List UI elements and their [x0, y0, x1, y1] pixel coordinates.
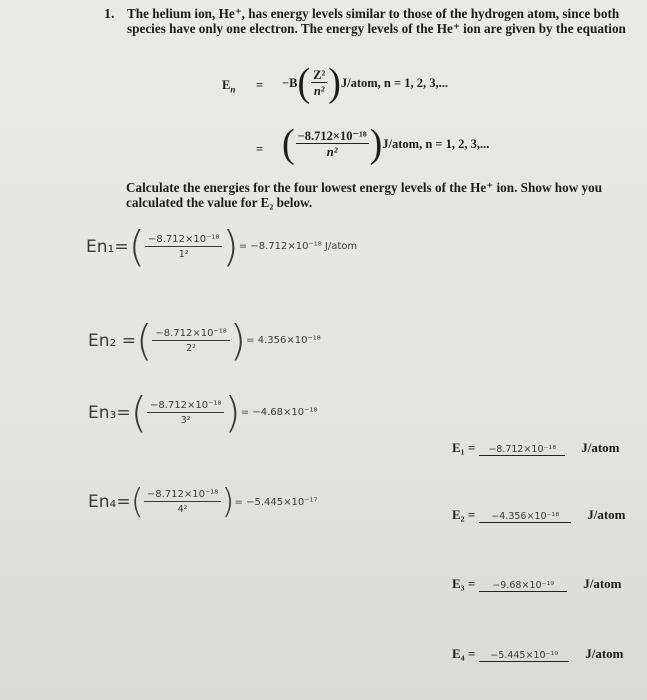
work-lhs: En₂ =: [88, 330, 136, 351]
answer-label: E₃ =: [452, 576, 476, 591]
open-paren: (: [282, 121, 295, 167]
answer-field[interactable]: −8.712×10⁻¹⁸: [479, 444, 565, 456]
answer-field[interactable]: −5.445×10⁻¹⁹: [479, 650, 569, 662]
work-result: = 4.356×10⁻¹⁸: [246, 335, 321, 346]
work-lhs: En₁=: [86, 236, 129, 257]
answer-label: E₁ =: [452, 440, 476, 455]
fraction-denominator: n²: [326, 145, 338, 159]
work-denominator: 1²: [178, 248, 189, 260]
equation-line-2: [282, 121, 490, 167]
answer-row-4: [452, 645, 624, 663]
equation-line-1: [282, 60, 448, 106]
answer-unit: J/atom: [587, 507, 626, 522]
work-line-2: [88, 316, 321, 365]
work-denominator: 3²: [180, 414, 191, 426]
fraction-numerator: −8.712×10⁻¹⁸: [297, 129, 367, 143]
equation-prefix: −B: [282, 75, 298, 90]
close-paren: ): [224, 388, 241, 437]
answer-unit: J/atom: [581, 440, 620, 455]
work-lhs: En₄=: [88, 492, 131, 512]
work-denominator: 2²: [186, 342, 196, 354]
work-lhs: En₃=: [88, 402, 131, 423]
close-paren: ): [222, 222, 239, 271]
answer-row-2: [452, 506, 626, 524]
work-result: = −5.445×10⁻¹⁷: [234, 496, 318, 508]
equation-suffix-1: J/atom, n = 1, 2, 3,...: [340, 75, 448, 90]
fraction-numerator: Z²: [313, 68, 326, 82]
task-instructions: Calculate the energies for the four lowest energy levels of the He⁺ ion. Show how you calculated the value for E₂ below.: [126, 180, 603, 210]
work-fraction: [147, 400, 224, 426]
work-numerator: −8.712×10⁻¹⁸: [152, 328, 229, 341]
work-numerator: −8.712×10⁻¹⁸: [147, 400, 224, 413]
answer-label: E₂ =: [452, 507, 476, 522]
open-paren: (: [297, 60, 311, 106]
open-paren: (: [130, 388, 147, 437]
question-number: 1.: [104, 7, 115, 22]
work-numerator: −8.712×10⁻¹⁸: [145, 234, 222, 247]
answer-row-3: [452, 575, 622, 593]
fraction-denominator: n²: [313, 84, 325, 98]
answer-field[interactable]: −9.68×10⁻¹⁹: [479, 580, 567, 592]
equation-equals-1: =: [256, 78, 264, 92]
equation-suffix-2: J/atom, n = 1, 2, 3,...: [382, 136, 490, 151]
open-paren: (: [128, 222, 145, 271]
equation-equals-2: =: [256, 142, 264, 156]
work-result: = −4.68×10⁻¹⁸: [240, 407, 318, 418]
work-result: = −8.712×10⁻¹⁸ J/atom: [238, 241, 358, 252]
work-line-3: [88, 388, 317, 437]
answer-unit: J/atom: [585, 646, 624, 661]
work-fraction: [144, 489, 221, 515]
open-paren: (: [130, 482, 144, 522]
close-paren: ): [229, 316, 247, 365]
answer-unit: J/atom: [583, 576, 622, 591]
work-line-4: [88, 482, 317, 522]
answer-field[interactable]: −4.356×10⁻¹⁸: [479, 511, 571, 523]
work-line-1: [86, 222, 357, 271]
equation-fraction-1: [311, 68, 327, 98]
question-intro: The helium ion, He⁺, has energy levels similar to those of the hydrogen atom, since both species have only one electron. The energy levels of the He⁺ ion are given by the equation: [127, 6, 626, 36]
open-paren: (: [135, 316, 153, 365]
equation-variable: $E_n$: [222, 78, 236, 95]
answer-row-1: [452, 439, 620, 457]
close-paren: ): [369, 121, 383, 167]
answer-label: E₄ =: [452, 646, 476, 661]
close-paren: ): [328, 60, 341, 106]
work-numerator: −8.712×10⁻¹⁸: [144, 489, 221, 502]
equation-fraction-2: [296, 129, 369, 159]
work-fraction: [145, 234, 222, 260]
close-paren: ): [221, 482, 235, 522]
work-denominator: 4²: [177, 504, 188, 515]
work-fraction: [152, 328, 229, 354]
